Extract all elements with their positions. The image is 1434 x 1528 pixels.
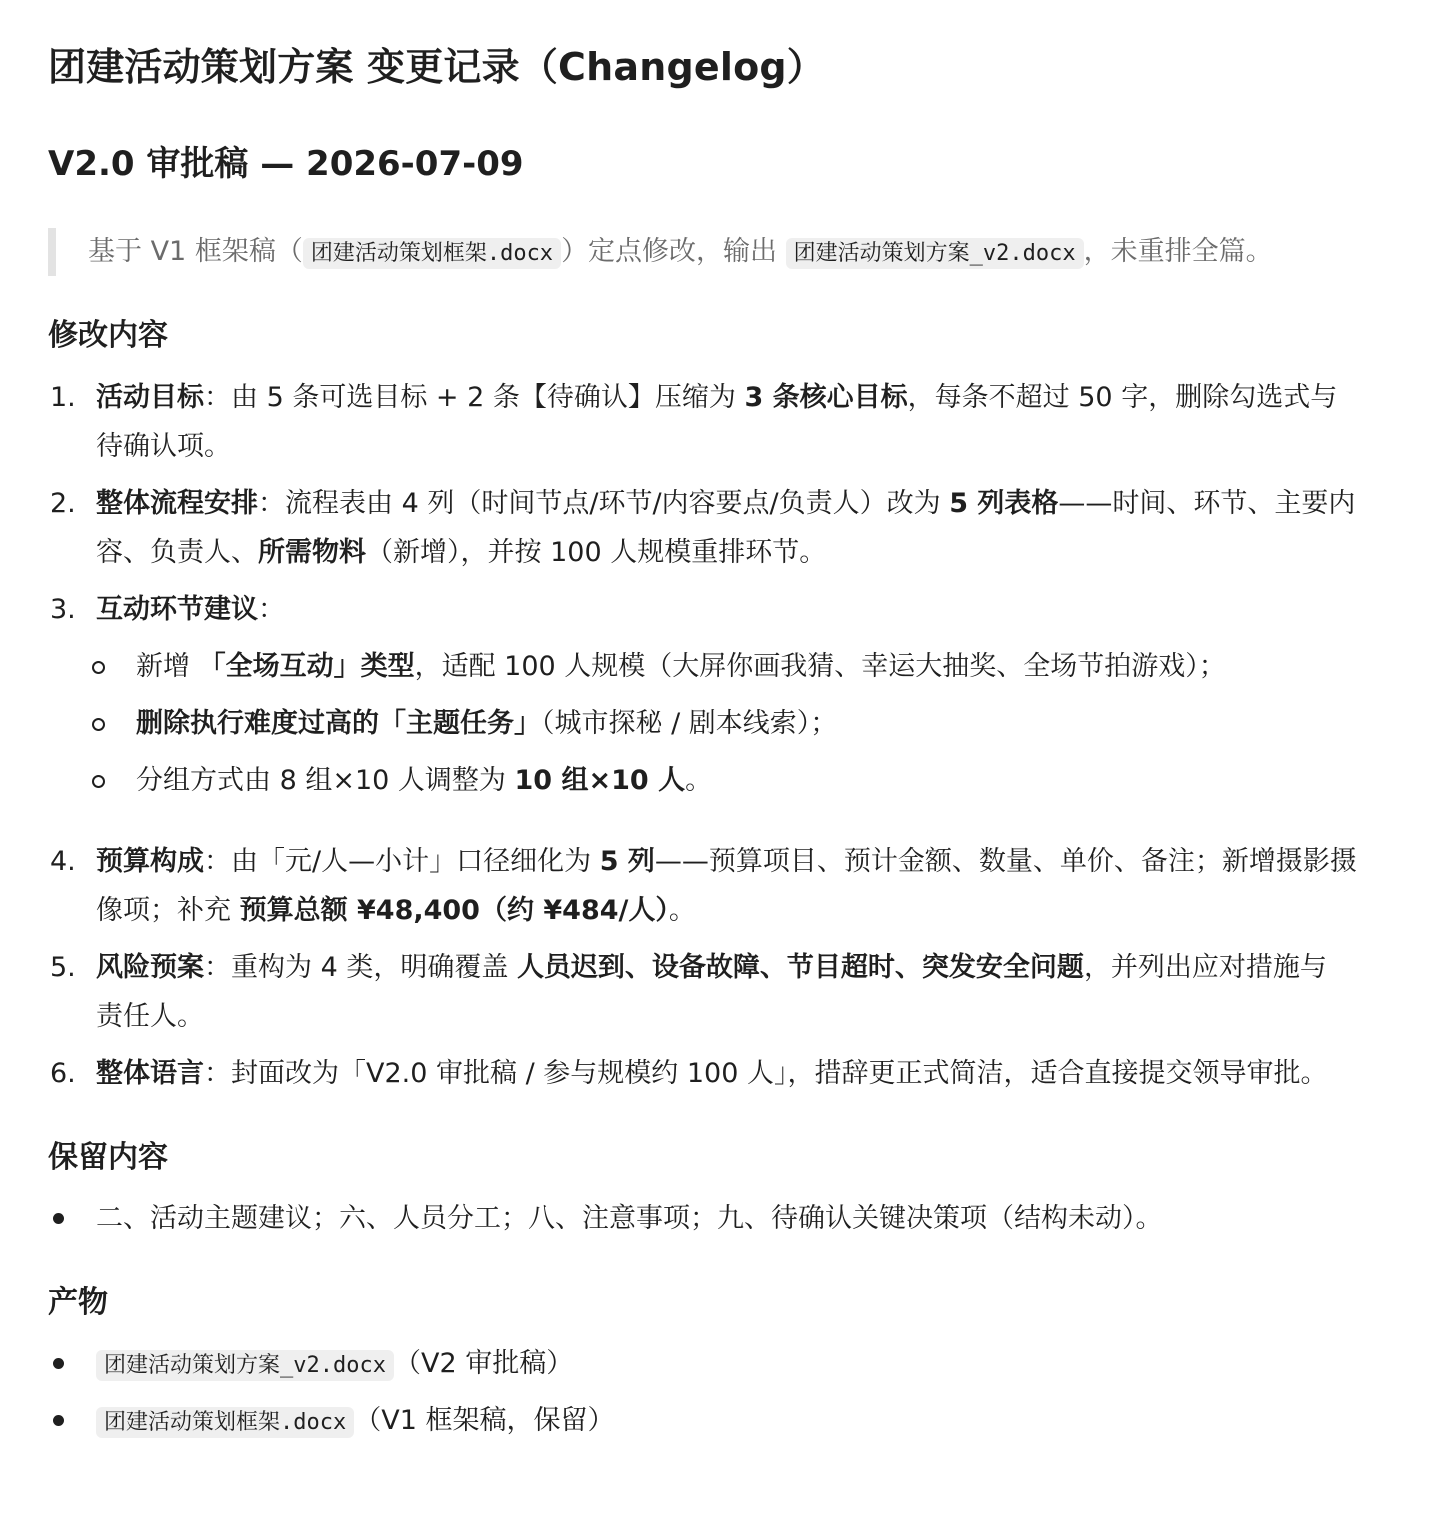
sub-list-item: [136, 699, 837, 748]
inline-code-v1-file: 团建活动策划框架.docx: [303, 238, 561, 269]
quote-prefix: 基于 V1 框架稿（: [88, 236, 303, 267]
list-item-continuation: 待确认项。: [96, 431, 231, 462]
item-text: 分组方式由 8 组×10 人调整为: [136, 765, 515, 796]
item-label: 整体流程安排: [96, 488, 258, 519]
item-text: ：重构为 4 类，明确覆盖: [204, 952, 517, 983]
item-label: 整体语言: [96, 1058, 204, 1089]
item-label: 活动目标: [96, 382, 204, 413]
item-label: 风险预案: [96, 952, 204, 983]
item-bold-text: 5 列: [599, 846, 655, 877]
list-item-continuation: [96, 886, 1396, 935]
item-text: 容、负责人、: [96, 537, 258, 568]
quote-mid: ）定点修改，输出: [561, 236, 786, 267]
list-item: [96, 373, 1396, 422]
item-text: ——预算项目、预计金额、数量、单价、备注；新增摄影摄: [654, 846, 1357, 877]
sub-list-item: [136, 642, 1226, 691]
item-bold-text: 5 列表格: [949, 488, 1059, 519]
item-text: ：封面改为「V2.0 审批稿 / 参与规模约 100 人」，措辞更正式简洁，适合直接提交领导审批。: [204, 1058, 1328, 1089]
item-text: ，并列出应对措施与: [1083, 952, 1327, 983]
item-text: （新增），并按 100 人规模重排环节。: [366, 537, 827, 568]
quote-suffix: ，未重排全篇。: [1083, 236, 1273, 267]
list-item-continuation: 责任人。: [96, 1001, 204, 1032]
section-heading-retained: 保留内容: [48, 1140, 168, 1175]
item-text: 新增: [136, 651, 199, 682]
item-text: ：: [258, 594, 285, 625]
item-bold-text: 所需物料: [258, 537, 366, 568]
item-text: （V2 审批稿）: [393, 1348, 574, 1379]
item-bold-text: 「全场互动」类型: [198, 651, 415, 682]
item-text: ，适配 100 人规模（大屏你画我猜、幸运大抽奖、全场节拍游戏）；: [414, 651, 1226, 682]
list-item: [96, 1049, 1396, 1098]
item-text: ，每条不超过 50 字，删除勾选式与: [907, 382, 1338, 413]
list-item: [96, 1396, 1396, 1447]
list-number: 6.: [50, 1058, 76, 1089]
list-number: 1.: [50, 382, 76, 413]
item-label: 互动环节建议: [96, 594, 258, 625]
item-bold-text: 3 条核心目标: [744, 382, 908, 413]
bullet-icon: [53, 1358, 64, 1369]
item-text: ：由 5 条可选目标 + 2 条【待确认】压缩为: [204, 382, 745, 413]
item-label: 预算构成: [96, 846, 204, 877]
list-number: 3.: [50, 594, 76, 625]
blockquote-note: [48, 228, 1388, 276]
sub-bullet-icon: [92, 775, 105, 788]
list-item: [96, 943, 1396, 992]
sub-list-item: [136, 756, 712, 805]
list-number: 5.: [50, 952, 76, 983]
section-heading-changes: 修改内容: [48, 318, 168, 353]
item-text: 。: [668, 895, 696, 926]
inline-code-v1-file: 团建活动策划框架.docx: [96, 1407, 354, 1438]
inline-code-v2-file: 团建活动策划方案_v2.docx: [786, 238, 1084, 269]
item-bold-text: 预算总额 ¥48,400（约 ¥484/人）: [239, 895, 669, 926]
list-item: [96, 837, 1396, 886]
section-heading-outputs: 产物: [48, 1285, 108, 1320]
item-text: ——时间、环节、主要内: [1058, 488, 1356, 519]
item-text: ：流程表由 4 列（时间节点/环节/内容要点/负责人）改为: [258, 488, 950, 519]
item-bold-text: 人员迟到、设备故障、节目超时、突发安全问题: [516, 952, 1084, 983]
list-item: 二、活动主题建议；六、人员分工；八、注意事项；九、待确认关键决策项（结构未动）。: [96, 1203, 1163, 1234]
item-text: 像项；补充: [96, 895, 240, 926]
page-title: 团建活动策划方案 变更记录（Changelog）: [48, 45, 825, 89]
sub-bullet-icon: [92, 661, 105, 674]
item-bold-text: 10 组×10 人: [514, 765, 686, 796]
bullet-icon: [53, 1213, 64, 1224]
bullet-icon: [53, 1415, 64, 1426]
list-item: [96, 479, 1396, 528]
item-text: ：由「元/人—小计」口径细化为: [204, 846, 600, 877]
item-bold-text: 删除执行难度过高的「主题任务」: [136, 708, 541, 739]
list-number: 4.: [50, 846, 76, 877]
list-item: [96, 1339, 1396, 1390]
item-text: 。: [685, 765, 713, 796]
list-item: [96, 585, 1396, 634]
item-text: （V1 框架稿，保留）: [354, 1405, 615, 1436]
list-item-continuation: [96, 528, 1396, 577]
version-heading: V2.0 审批稿 — 2026-07-09: [48, 144, 524, 184]
list-number: 2.: [50, 488, 76, 519]
inline-code-v2-file: 团建活动策划方案_v2.docx: [96, 1350, 394, 1381]
sub-bullet-icon: [92, 718, 105, 731]
item-text: （城市探秘 / 剧本线索）；: [541, 708, 838, 739]
